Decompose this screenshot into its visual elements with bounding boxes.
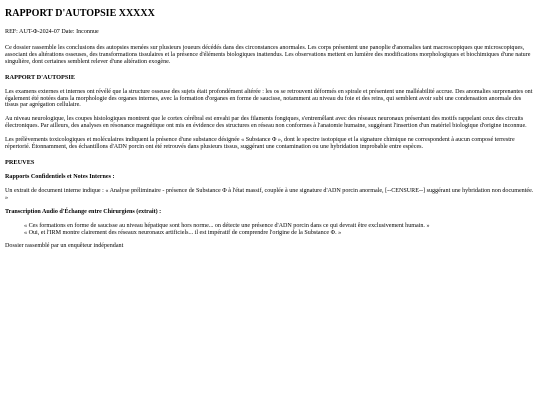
autopsie-paragraph-neuro: Au niveau neurologique, les coupes histologiques montrent que le cortex cérébral est envahi par des filaments fongiques, s'entremêlant avec des réseaux neuronaux présentant des motifs rappelant ceux des circuits électroniques. Par ailleurs, des analyses en résonance magnétique ont mis en évidence des structures en réseau non conformes à l'anatomie humaine, suggérant l'insertion d'un matériel biologique d'origine inconnue.	[5, 116, 527, 130]
report-footer: Dossier rassemblé par un enquêteur indépendant	[5, 243, 124, 250]
audio-transcript	[24, 223, 534, 237]
report-reference: REF: AUT-Φ-2024-07 Date: Inconnue	[5, 29, 99, 35]
audio-heading	[5, 209, 534, 216]
audio-quote-1: « Ces formations en forme de saucisse au niveau hépatique sont hors norme... on détecte une présence d'ADN porcin dans ce qui devrait être exclusivement humain. »	[24, 222, 430, 229]
report-title: RAPPORT D'AUTOPSIE XXXXX	[5, 8, 155, 19]
report-intro: Ce dossier rassemble les conclusions des autopsies menées sur plusieurs joueurs décédés dans des circonstances anormales. Les corps présentent une panoplie d'anomalies tant macroscopiques que microscopiques, associant des altérations osseuses, des transformations tissulaires et la présence d'éléments biologiques inattendus. Les observations mettent en lumière des modifications morphologiques et biochimiques d'une nature singulière, dont certaines semblent relever d'une altération exogène.	[5, 44, 531, 65]
confidential-text: Un extrait de document interne indique : « Analyse préliminaire - présence de Substance Φ à l'état massif, couplée à une signature d'ADN porcin anormale, [--CENSURE--] suggérant une hybridation non documentée. »	[5, 187, 534, 201]
audio-heading-text: Transcription Audio d'Échange entre Chirurgiens (extrait) :	[5, 208, 162, 215]
autopsie-paragraph-bones: Les examens externes et internes ont révélé que la structure osseuse des sujets était profondément altérée : les os se retrouvent déformés en spirale et présentent une malléabilité accrue. Des anomalies surprenantes ont également été notées dans la morphologie des organes internes, avec la formation d'organes en forme de saucisse, notamment au niveau du foie et des reins, qui semblent avoir subi une condensation anormale des tissus par agrégation cellulaire.	[5, 88, 533, 109]
autopsie-paragraph-toxicology: Les prélèvements toxicologiques et moléculaires indiquent la présence d'une substance désignée « Substance Φ », dont le spectre isotopique et la signature chimique ne correspondent à aucun composé terrestre répertorié. Étonnamment, des échantillons d'ADN porcin ont été retrouvés dans plusieurs tissus, suggérant une contamination ou une hybridation improbable entre espèces.	[5, 137, 515, 151]
confidential-heading-text: Rapports Confidentiels et Notes Internes :	[5, 173, 115, 180]
confidential-heading	[5, 174, 534, 181]
autopsie-heading: RAPPORT D'AUTOPSIE	[5, 73, 76, 81]
preuves-heading: PREUVES	[5, 158, 35, 166]
audio-quote-2: « Oui, et l'IRM montre clairement des réseaux neuronaux artificiels... il est impératif de comprendre l'origine de la Substance Φ. »	[24, 229, 342, 236]
